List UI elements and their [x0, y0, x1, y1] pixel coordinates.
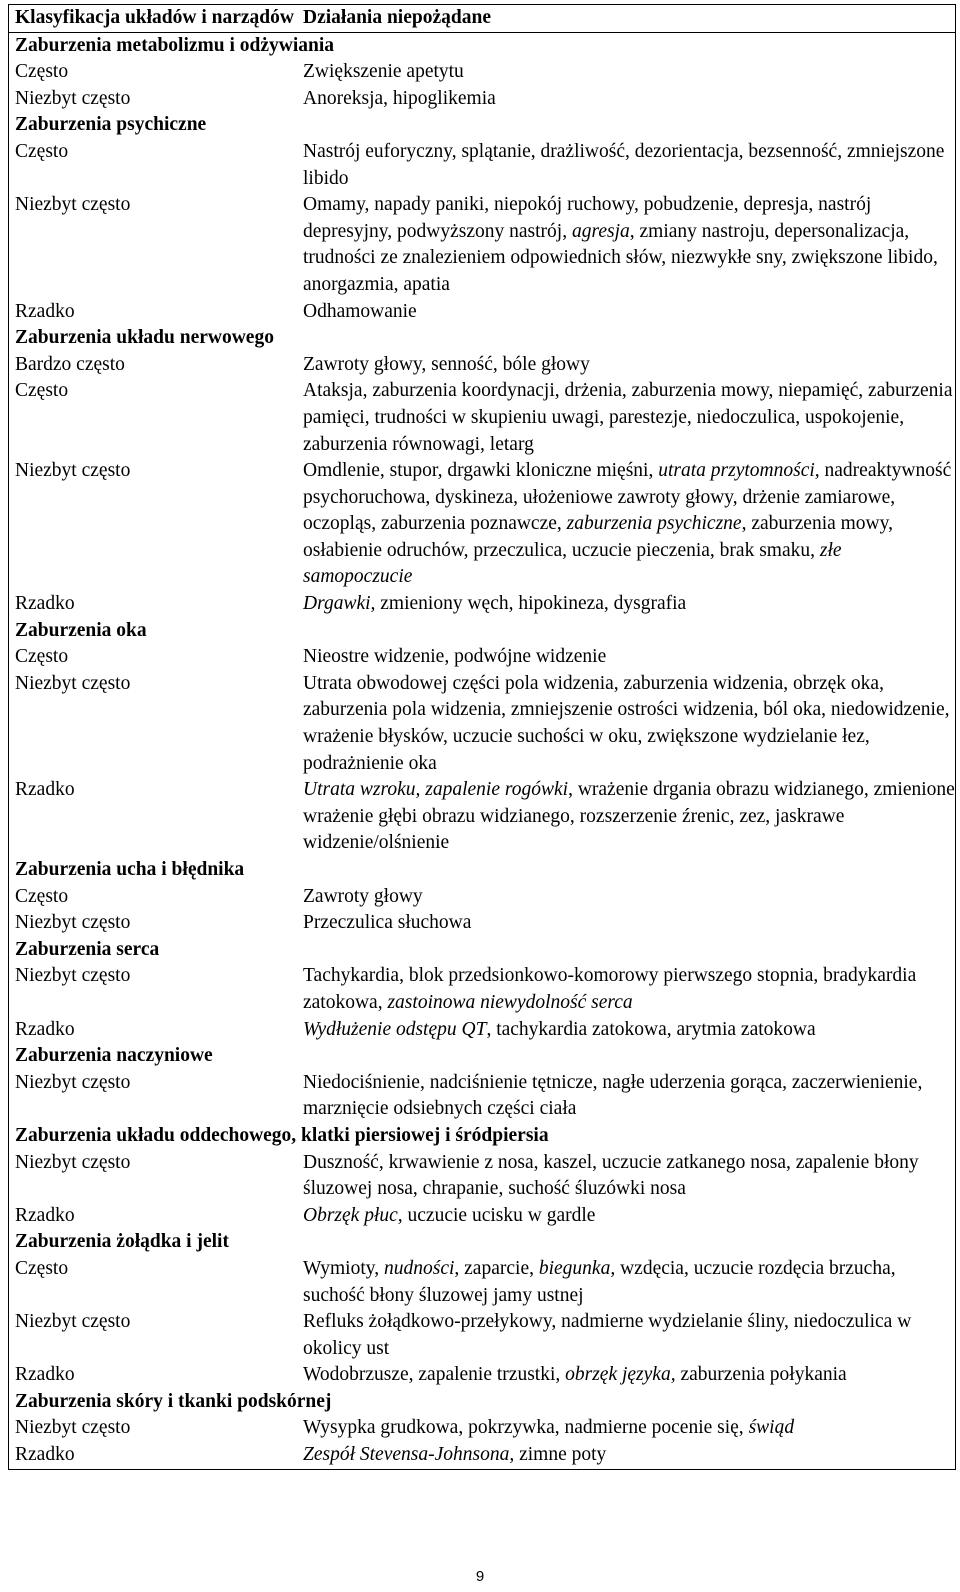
effect-text: Wymioty,	[303, 1257, 384, 1279]
frequency-cell: Rzadko	[15, 779, 75, 801]
effect-text: uczucie ucisku w gardle	[402, 1204, 596, 1226]
section-title: Zaburzenia serca	[15, 938, 160, 960]
effects-cell	[303, 671, 956, 777]
effect-text-italic: obrzęk języka,	[565, 1364, 676, 1386]
section-row	[9, 32, 956, 59]
effects-cell	[303, 1415, 956, 1442]
section-row	[9, 1123, 956, 1150]
section-title: Zaburzenia żołądka i jelit	[15, 1231, 229, 1253]
table-row	[9, 1017, 956, 1044]
effect-text: Ataksja, zaburzenia koordynacji, drżenia, zaburzenia mowy, niepamięć, zaburzenia pamięci, trudności w skupieniu uwagi, parestezje, niedoczulica, uspokojenie, zaburzenia równowagi, letarg	[303, 380, 953, 455]
section-title: Zaburzenia układu oddechowego, klatki piersiowej i śródpiersia	[15, 1124, 549, 1146]
frequency-cell: Niezbyt często	[15, 194, 131, 216]
section-row	[9, 937, 956, 964]
table-row	[9, 299, 956, 326]
effects-cell	[303, 299, 956, 326]
effect-text-italic: utrata przytomności,	[658, 460, 820, 482]
page-number: 9	[475, 1568, 485, 1585]
table-row	[9, 86, 956, 113]
effect-text: , zmiany nastroju, depersonalizacja, trudności ze znalezieniem odpowiednich słów, niezwykłe sny, zwiększone libido, anorgazmia, apatia	[303, 220, 938, 295]
adverse-effects-table	[8, 4, 956, 1470]
effect-text: zmieniony węch, hipokineza, dysgrafia	[375, 593, 687, 615]
frequency-cell: Często	[15, 646, 69, 668]
effect-text-italic: Zespół Stevensa-Johnsona,	[303, 1444, 515, 1466]
table-row	[9, 1362, 956, 1389]
frequency-cell: Niezbyt często	[15, 1417, 131, 1439]
section-title: Zaburzenia psychiczne	[15, 114, 207, 136]
effect-text: Refluks żołądkowo-przełykowy, nadmierne wydzielanie śliny, niedoczulica w okolicy ust	[303, 1311, 912, 1359]
effects-cell	[303, 963, 956, 1016]
effects-cell	[303, 777, 956, 857]
section-title: Zaburzenia metabolizmu i odżywiania	[15, 34, 335, 56]
effect-text-italic: nudności	[383, 1257, 455, 1279]
header-classification: Klasyfikacja układów i narządów	[9, 5, 304, 33]
frequency-cell: Często	[15, 885, 69, 907]
effects-cell	[303, 644, 956, 671]
effect-text: nadreaktywność psychoruchowa, dyskineza, ułożeniowe zawroty głowy, drżenie zamiarowe, oczopląs, zaburzenia poznawcze,	[303, 460, 952, 535]
effects-cell	[303, 139, 956, 192]
section-row	[9, 1389, 956, 1416]
effect-text-italic: Utrata wzroku, zapalenie rogówki	[303, 779, 569, 801]
section-title: Zaburzenia układu nerwowego	[15, 327, 274, 349]
section-row	[9, 325, 956, 352]
effect-text: Tachykardia, blok przedsionkowo-komorowy pierwszego stopnia, bradykardia zatokowa,	[303, 965, 917, 1013]
frequency-cell: Niezbyt często	[15, 1151, 131, 1173]
effect-text: Przeczulica słuchowa	[303, 912, 472, 934]
table-row	[9, 777, 956, 857]
table-row	[9, 671, 956, 777]
effects-cell	[303, 1362, 956, 1389]
table-row	[9, 884, 956, 911]
effect-text: Zwiększenie apetytu	[303, 61, 464, 83]
table-row	[9, 1442, 956, 1469]
table-row	[9, 644, 956, 671]
section-title: Zaburzenia skóry i tkanki podskórnej	[15, 1390, 332, 1412]
effect-text: Duszność, krwawienie z nosa, kaszel, uczucie zatkanego nosa, zapalenie błony śluzowej nosa, chrapanie, suchość śluzówki nosa	[303, 1151, 919, 1200]
frequency-cell: Niezbyt często	[15, 1311, 131, 1333]
frequency-cell: Niezbyt często	[15, 460, 131, 482]
frequency-cell: Rzadko	[15, 1204, 75, 1226]
effect-text: wzdęcia, uczucie rozdęcia brzucha, suchość błony śluzowej jamy ustnej	[303, 1257, 896, 1306]
effects-cell	[303, 1256, 956, 1309]
adverse-effects-table-body	[9, 5, 956, 1470]
header-adverse-effects: Działania niepożądane	[303, 5, 956, 33]
effect-text-italic: agresja	[571, 220, 630, 242]
effect-text: zaburzenia połykania	[675, 1364, 847, 1386]
effect-text: Utrata obwodowej części pola widzenia, zaburzenia widzenia, obrzęk oka, zaburzenia pola widzenia, zmniejszenie ostrości widzenia, ból oka, niedowidzenie, wrażenie błysków, uczucie suchości w oku, zwiększone wydzielanie łez, podrażnienie oka	[303, 672, 950, 774]
effects-cell	[303, 1150, 956, 1203]
frequency-cell: Niezbyt często	[15, 672, 131, 694]
effect-text: Zawroty głowy	[303, 885, 423, 907]
frequency-cell: Niezbyt często	[15, 912, 131, 934]
section-title: Zaburzenia naczyniowe	[15, 1045, 213, 1067]
section-row	[9, 1043, 956, 1070]
effect-text: Niedociśnienie, nadciśnienie tętnicze, nagłe uderzenia gorąca, zaczerwienienie, marznięcie odsiebnych części ciała	[303, 1071, 923, 1120]
effect-text-italic: biegunka,	[538, 1257, 616, 1279]
section-row	[9, 857, 956, 884]
effects-cell	[303, 1203, 956, 1230]
section-row	[9, 1229, 956, 1256]
table-row	[9, 458, 956, 591]
effect-text-italic: Obrzęk płuc,	[303, 1204, 403, 1226]
effects-cell	[303, 458, 956, 591]
effects-cell	[303, 86, 956, 113]
section-row	[9, 112, 956, 139]
effect-text: , tachykardia zatokowa, arytmia zatokowa	[486, 1018, 816, 1040]
effect-text-italic: złe samopoczucie	[303, 539, 842, 588]
effects-cell	[303, 910, 956, 937]
frequency-cell: Rzadko	[15, 593, 75, 615]
frequency-cell: Często	[15, 140, 69, 162]
effects-cell	[303, 352, 956, 379]
table-row	[9, 59, 956, 86]
effect-text: , zaburzenia mowy, osłabienie odruchów, przeczulica, uczucie pieczenia, brak smaku,	[303, 513, 893, 561]
frequency-cell: Rzadko	[15, 300, 75, 322]
effect-text-italic: zaburzenia psychiczne	[566, 513, 742, 535]
effect-text: Wysypka grudkowa, pokrzywka, nadmierne pocenie się,	[303, 1417, 749, 1439]
effects-cell	[303, 192, 956, 298]
effect-text: Wodobrzusze, zapalenie trzustki,	[303, 1364, 566, 1386]
effect-text: Odhamowanie	[303, 300, 417, 322]
table-row	[9, 378, 956, 458]
table-row	[9, 963, 956, 1016]
table-header-row	[9, 5, 956, 33]
table-row	[9, 352, 956, 379]
effect-text: Nieostre widzenie, podwójne widzenie	[303, 646, 607, 668]
section-title: Zaburzenia ucha i błędnika	[15, 859, 245, 880]
frequency-cell: Rzadko	[15, 1364, 75, 1386]
frequency-cell: Niezbyt często	[15, 965, 131, 987]
effect-text: , zaparcie,	[454, 1257, 539, 1279]
frequency-cell: Bardzo często	[15, 353, 125, 375]
effects-cell	[303, 378, 956, 458]
effect-text-italic: Wydłużenie odstępu QT	[303, 1018, 487, 1040]
effect-text-italic: świąd	[748, 1417, 795, 1439]
table-row	[9, 1415, 956, 1442]
table-row	[9, 139, 956, 192]
effect-text: Zawroty głowy, senność, bóle głowy	[303, 353, 590, 375]
table-row	[9, 1203, 956, 1230]
effects-cell	[303, 1442, 956, 1469]
effects-cell	[303, 1309, 956, 1362]
table-row	[9, 1309, 956, 1362]
frequency-cell: Rzadko	[15, 1018, 75, 1040]
frequency-cell: Niezbyt często	[15, 1071, 131, 1093]
effect-text: Omamy, napady paniki, niepokój ruchowy, pobudzenie, depresja, nastrój depresyjny, podwyższony nastrój,	[303, 194, 872, 242]
frequency-cell: Często	[15, 1257, 69, 1279]
table-row	[9, 1256, 956, 1309]
effect-text: zimne poty	[514, 1444, 607, 1466]
effect-text: Nastrój euforyczny, splątanie, drażliwość, dezorientacja, bezsenność, zmniejszone libido	[303, 140, 945, 189]
effect-text-italic: zastoinowa niewydolność serca	[387, 991, 633, 1013]
effect-text-italic: Drgawki,	[303, 593, 376, 615]
effects-cell	[303, 1017, 956, 1044]
section-title: Zaburzenia oka	[15, 619, 147, 641]
effect-text: Omdlenie, stupor, drgawki kloniczne mięśni,	[303, 460, 659, 482]
table-row	[9, 1150, 956, 1203]
frequency-cell: Często	[15, 380, 69, 402]
effects-cell	[303, 1070, 956, 1123]
effect-text: , wrażenie drgania obrazu widzianego, zmienione wrażenie głębi obrazu widzianego, rozszerzenie źrenic, zez, jaskrawe widzenie/olśnienie	[303, 779, 955, 854]
table-row	[9, 1070, 956, 1123]
table-row	[9, 192, 956, 298]
table-row	[9, 591, 956, 618]
frequency-cell: Niezbyt często	[15, 87, 131, 109]
frequency-cell: Rzadko	[15, 1444, 75, 1466]
effect-text: Anoreksja, hipoglikemia	[303, 87, 496, 109]
table-row	[9, 910, 956, 937]
effects-cell	[303, 591, 956, 618]
frequency-cell: Często	[15, 61, 69, 83]
section-row	[9, 618, 956, 645]
effects-cell	[303, 59, 956, 86]
effects-cell	[303, 884, 956, 911]
